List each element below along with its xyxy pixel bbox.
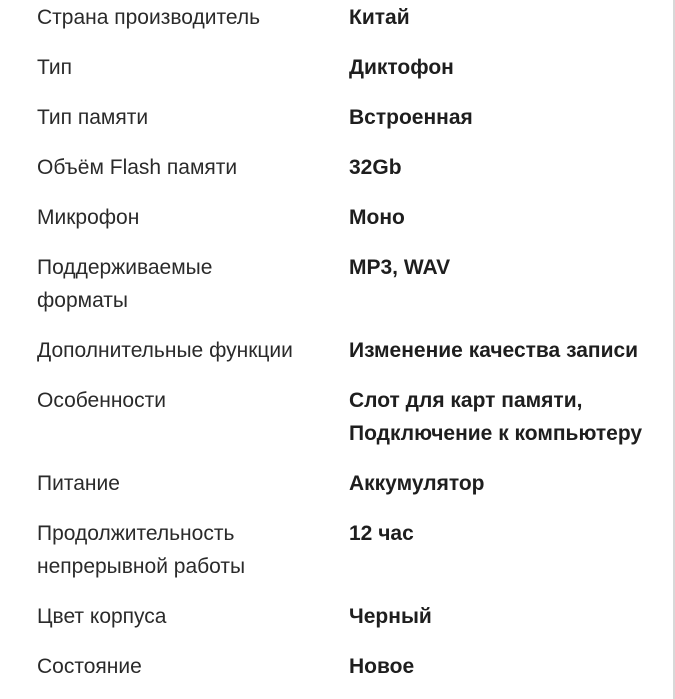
spec-label: Тип памяти bbox=[37, 106, 149, 129]
spec-value: 32Gb bbox=[349, 156, 402, 179]
spec-label: Цвет корпуса bbox=[37, 605, 167, 628]
spec-label: Особенности bbox=[37, 389, 166, 412]
spec-value: Диктофон bbox=[349, 56, 454, 79]
spec-label: Поддерживаемые форматы bbox=[37, 256, 213, 312]
spec-label: Продолжительность непрерывной работы bbox=[37, 522, 246, 578]
spec-label: Дополнительные функции bbox=[37, 339, 293, 362]
spec-value: Новое bbox=[349, 655, 415, 678]
spec-value: Встроенная bbox=[349, 106, 473, 129]
spec-label: Состояние bbox=[37, 655, 142, 678]
spec-value: Слот для карт памяти, Подключение к компьютеру bbox=[349, 389, 643, 445]
spec-value: Аккумулятор bbox=[349, 472, 485, 495]
spec-value: Изменение качества записи bbox=[349, 339, 639, 362]
spec-value: Китай bbox=[349, 6, 410, 29]
spec-value: Черный bbox=[349, 605, 432, 628]
spec-label: Объём Flash памяти bbox=[37, 156, 238, 179]
spec-label: Тип bbox=[37, 56, 73, 79]
spec-label: Микрофон bbox=[37, 206, 140, 229]
spec-value: MP3, WAV bbox=[349, 256, 451, 279]
spec-label: Страна производитель bbox=[37, 6, 261, 29]
spec-label: Питание bbox=[37, 472, 120, 495]
spec-value: 12 час bbox=[349, 522, 414, 545]
spec-value: Моно bbox=[349, 206, 405, 229]
